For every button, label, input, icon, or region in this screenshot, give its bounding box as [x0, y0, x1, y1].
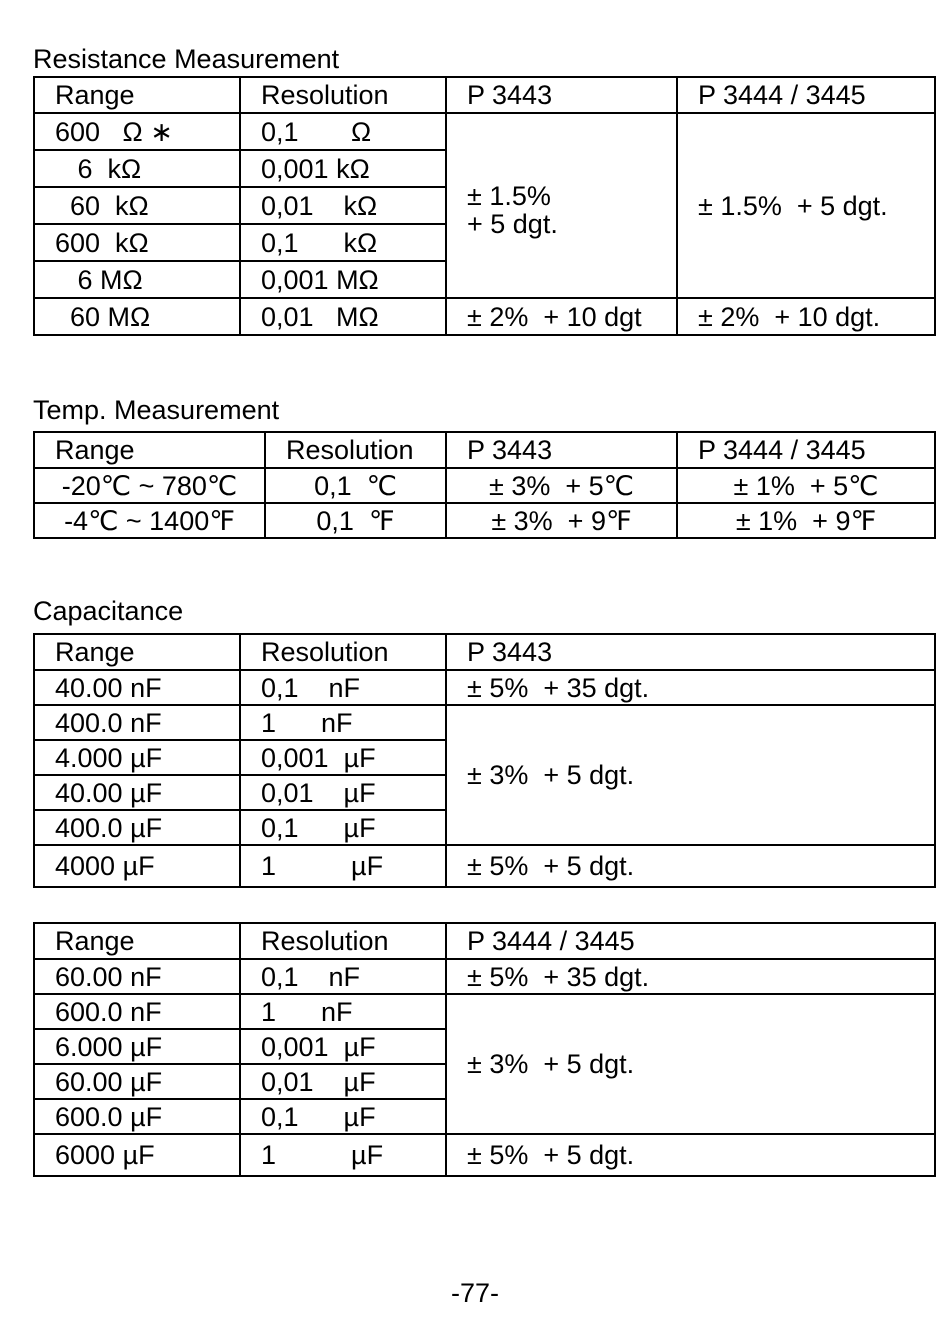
range-cell: 6 MΩ [34, 261, 240, 298]
table-row [34, 705, 935, 740]
range-cell: 4.000 µF [34, 740, 240, 775]
accuracy-p3444-cell: ± 1% + 5℃ [677, 468, 935, 503]
temperature-table [33, 431, 936, 539]
table-header-row [34, 432, 935, 468]
accuracy-p3443-cell: ± 2% + 10 dgt [446, 298, 677, 335]
header-p3443: P 3443 [446, 77, 677, 113]
resolution-cell: 0,1 nF [240, 670, 446, 705]
resolution-cell: 0,01 MΩ [240, 298, 446, 335]
header-resolution: Resolution [240, 923, 446, 959]
accuracy-cell: ± 5% + 35 dgt. [446, 670, 935, 705]
resolution-cell: 0,001 µF [240, 740, 446, 775]
header-range: Range [34, 634, 240, 670]
resolution-cell: 0,01 kΩ [240, 187, 446, 224]
resolution-cell: 0,001 MΩ [240, 261, 446, 298]
range-cell: 400.0 µF [34, 810, 240, 845]
range-cell: -4℃ ~ 1400℉ [34, 503, 265, 538]
header-resolution: Resolution [240, 77, 446, 113]
accuracy-cell: ± 5% + 5 dgt. [446, 1134, 935, 1176]
resolution-cell: 0,1 ℃ [265, 468, 446, 503]
range-cell: 6 kΩ [34, 150, 240, 187]
accuracy-cell: ± 5% + 35 dgt. [446, 959, 935, 994]
table-row [34, 1134, 935, 1176]
range-cell: 60.00 nF [34, 959, 240, 994]
accuracy-p3444-cell: ± 2% + 10 dgt. [677, 298, 935, 335]
header-p3444: P 3444 / 3445 [446, 923, 935, 959]
resolution-cell: 0,01 µF [240, 775, 446, 810]
resolution-cell: 0,1 kΩ [240, 224, 446, 261]
range-cell: 60 MΩ [34, 298, 240, 335]
table-row [34, 113, 935, 150]
resolution-cell: 0,1 µF [240, 810, 446, 845]
resolution-cell: 0,1 Ω [240, 113, 446, 150]
range-cell: 6.000 µF [34, 1029, 240, 1064]
range-cell: 60.00 µF [34, 1064, 240, 1099]
accuracy-p3444-cell: ± 1.5% + 5 dgt. [677, 113, 935, 298]
header-p3444: P 3444 / 3445 [677, 77, 935, 113]
table-row [34, 298, 935, 335]
resistance-heading: Resistance Measurement [33, 44, 340, 74]
range-cell: 40.00 nF [34, 670, 240, 705]
resolution-cell: 0,1 nF [240, 959, 446, 994]
resolution-cell: 1 µF [240, 845, 446, 887]
accuracy-cell: ± 5% + 5 dgt. [446, 845, 935, 887]
accuracy-cell: ± 3% + 5 dgt. [446, 705, 935, 845]
range-cell: 600.0 nF [34, 994, 240, 1029]
header-resolution: Resolution [240, 634, 446, 670]
range-cell: 600 Ω ∗ [34, 113, 240, 150]
accuracy-p3443-cell: ± 3% + 5℃ [446, 468, 677, 503]
header-range: Range [34, 432, 265, 468]
resistance-table [33, 76, 936, 336]
resolution-cell: 0,001 µF [240, 1029, 446, 1064]
table-header-row [34, 923, 935, 959]
range-cell: 600.0 µF [34, 1099, 240, 1134]
range-cell: 600 kΩ [34, 224, 240, 261]
accuracy-p3444-cell: ± 1% + 9℉ [677, 503, 935, 538]
accuracy-p3443-cell: ± 3% + 9℉ [446, 503, 677, 538]
table-header-row [34, 77, 935, 113]
table-row [34, 994, 935, 1029]
resolution-cell: 0,01 µF [240, 1064, 446, 1099]
range-cell: 6000 µF [34, 1134, 240, 1176]
table-row [34, 845, 935, 887]
header-p3443: P 3443 [446, 634, 935, 670]
page-number: -77- [450, 1278, 499, 1308]
resolution-cell: 0,001 kΩ [240, 150, 446, 187]
temperature-heading: Temp. Measurement [33, 395, 280, 425]
table-row [34, 503, 935, 538]
table-row [34, 670, 935, 705]
range-cell: 4000 µF [34, 845, 240, 887]
resolution-cell: 0,1 µF [240, 1099, 446, 1134]
table-row [34, 959, 935, 994]
accuracy-cell: ± 3% + 5 dgt. [446, 994, 935, 1134]
range-cell: 60 kΩ [34, 187, 240, 224]
accuracy-p3443-cell: ± 1.5% + 5 dgt. [446, 113, 677, 298]
resolution-cell: 1 µF [240, 1134, 446, 1176]
range-cell: 400.0 nF [34, 705, 240, 740]
header-range: Range [34, 77, 240, 113]
range-cell: -20℃ ~ 780℃ [34, 468, 265, 503]
table-row [34, 468, 935, 503]
table-header-row [34, 634, 935, 670]
header-range: Range [34, 923, 240, 959]
capacitance-p3443-table [33, 633, 936, 888]
header-resolution: Resolution [265, 432, 446, 468]
resolution-cell: 1 nF [240, 705, 446, 740]
header-p3444: P 3444 / 3445 [677, 432, 935, 468]
range-cell: 40.00 µF [34, 775, 240, 810]
capacitance-p3444-table [33, 922, 936, 1177]
capacitance-heading: Capacitance [33, 596, 184, 626]
resolution-cell: 0,1 ℉ [265, 503, 446, 538]
header-p3443: P 3443 [446, 432, 677, 468]
resolution-cell: 1 nF [240, 994, 446, 1029]
